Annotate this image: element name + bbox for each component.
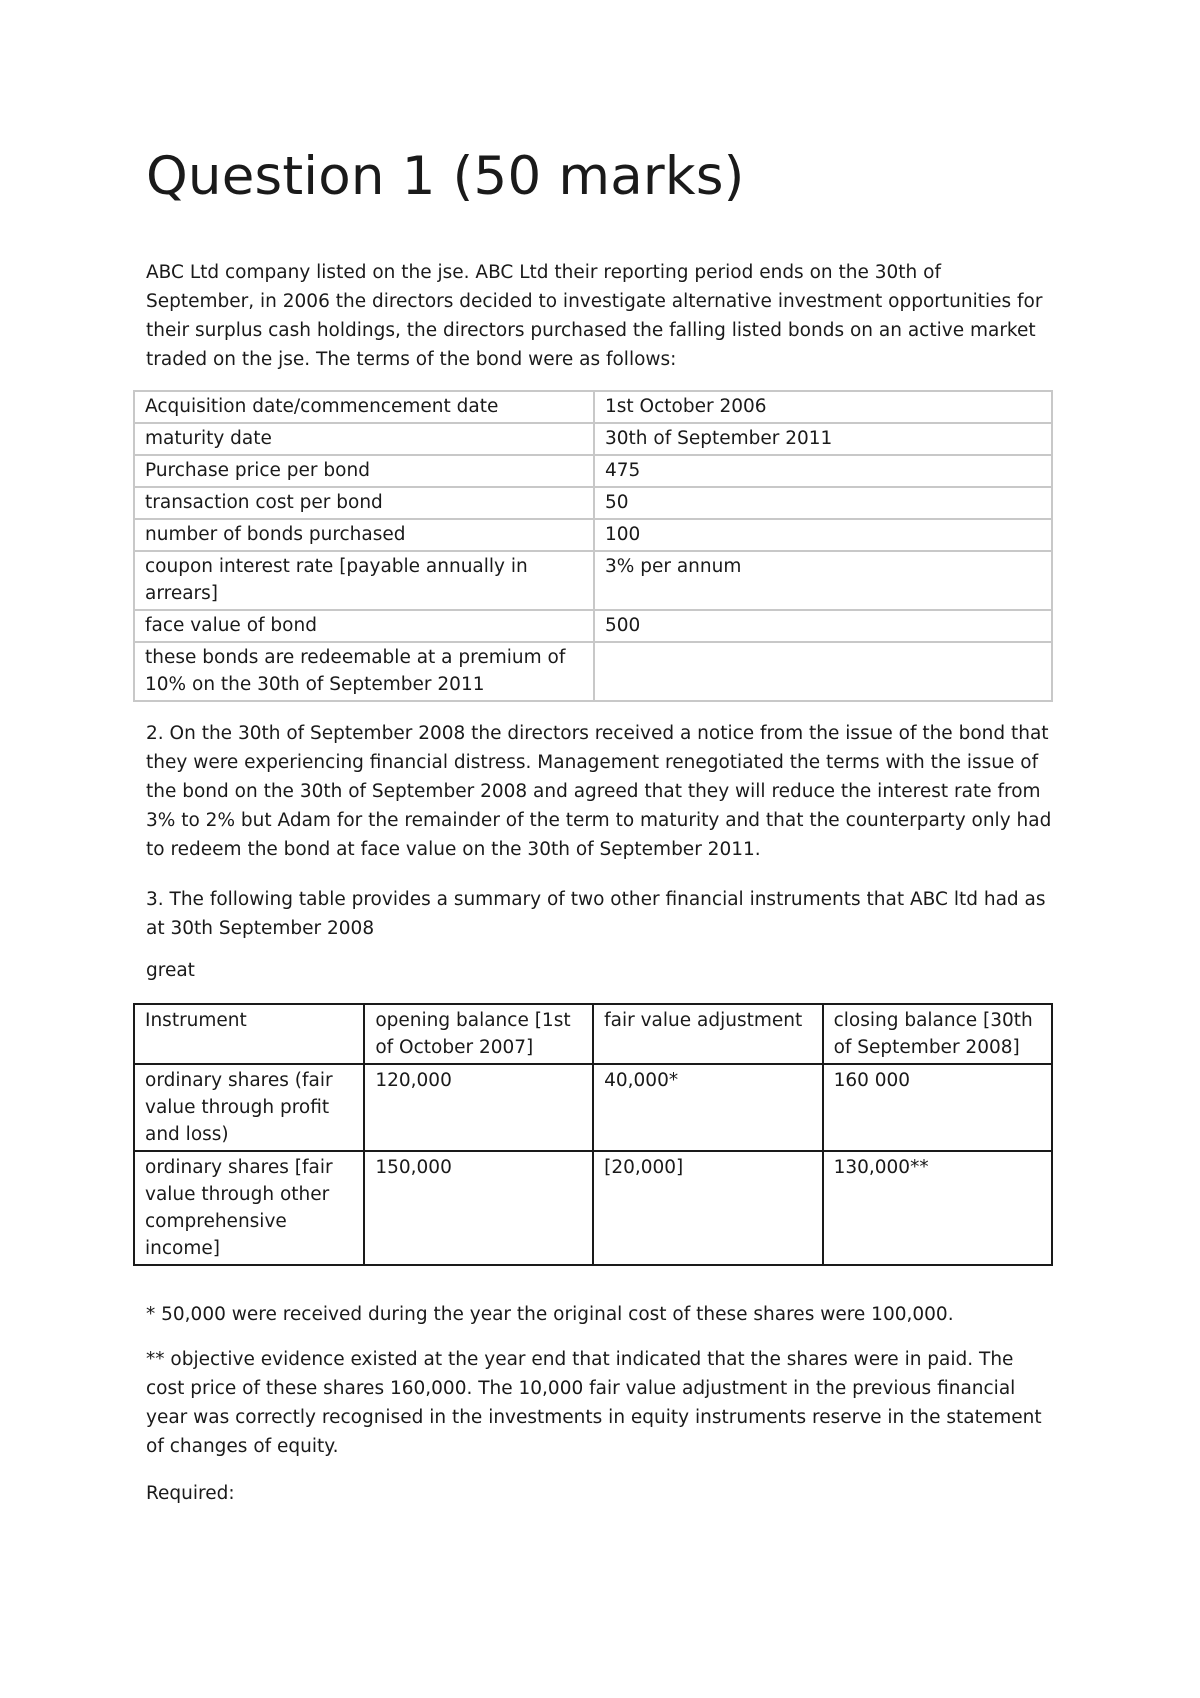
instruments-table: [133, 1003, 1053, 1266]
table-row: [134, 391, 1052, 423]
term-label: coupon interest rate [payable annually in arrears]: [134, 551, 594, 610]
term-label: Acquisition date/commencement date: [134, 391, 594, 423]
question-title: Question 1 (50 marks): [146, 146, 745, 207]
table-cell: 150,000: [364, 1151, 593, 1265]
term-value: 30th of September 2011: [594, 423, 1052, 455]
intro-paragraph: ABC Ltd company listed on the jse. ABC Ltd their reporting period ends on the 30th of September, in 2006 the directors decided to investigate alternative investment opportunities for their surplus cash holdings, the directors purchased the falling listed bonds on an active market traded on the jse. The terms of the bond were as follows:: [146, 262, 1043, 370]
table-cell: 120,000: [364, 1064, 593, 1151]
term-value: 3% per annum: [594, 551, 1052, 610]
column-header: opening balance [1st of October 2007]: [364, 1004, 593, 1064]
table-row: [134, 423, 1052, 455]
term-value: 500: [594, 610, 1052, 642]
paragraph-2: 2. On the 30th of September 2008 the directors received a notice from the issue of the bond that they were experiencing financial distress. Management renegotiated the terms with the issue of the bond on the 30th of September 2008 and agreed that they will reduce the interest rate from 3% to 2% but Adam for the remainder of the term to maturity and that the counterparty only had to redeem the bond at face value on the 30th of September 2011.: [146, 723, 1052, 860]
table-cell: ordinary shares [fair value through other comprehensive income]: [134, 1151, 364, 1265]
column-header: Instrument: [134, 1004, 364, 1064]
footnote-2: ** objective evidence existed at the year end that indicated that the shares were in paid. The cost price of these shares 160,000. The 10,000 fair value adjustment in the previous financial year was correctly recognised in the investments in equity instruments reserve in the statement of changes of equity.: [146, 1349, 1042, 1457]
table-row: [134, 642, 1052, 701]
term-label: transaction cost per bond: [134, 487, 594, 519]
term-label: maturity date: [134, 423, 594, 455]
term-value: 1st October 2006: [594, 391, 1052, 423]
paragraph-3: 3. The following table provides a summary of two other financial instruments that ABC ltd had as at 30th September 2008: [146, 889, 1046, 939]
bond-terms-table: [133, 390, 1053, 702]
table-header-row: [134, 1004, 1052, 1064]
term-value: [594, 642, 1052, 701]
term-label: number of bonds purchased: [134, 519, 594, 551]
table-cell: [20,000]: [593, 1151, 822, 1265]
footnote-1: * 50,000 were received during the year the original cost of these shares were 100,000.: [146, 1304, 954, 1325]
required-heading: Required:: [146, 1483, 235, 1504]
table-cell: 130,000**: [823, 1151, 1052, 1265]
column-header: fair value adjustment: [593, 1004, 822, 1064]
term-label: Purchase price per bond: [134, 455, 594, 487]
term-value: 50: [594, 487, 1052, 519]
table-row: [134, 519, 1052, 551]
table-row: [134, 1151, 1052, 1265]
column-header: closing balance [30th of September 2008]: [823, 1004, 1052, 1064]
table-row: [134, 455, 1052, 487]
table-row: [134, 487, 1052, 519]
term-label: these bonds are redeemable at a premium of 10% on the 30th of September 2011: [134, 642, 594, 701]
table-row: [134, 1064, 1052, 1151]
table-row: [134, 551, 1052, 610]
stray-text: great: [146, 960, 195, 981]
table-cell: ordinary shares (fair value through profit and loss): [134, 1064, 364, 1151]
table-cell: 160 000: [823, 1064, 1052, 1151]
table-row: [134, 610, 1052, 642]
table-cell: 40,000*: [593, 1064, 822, 1151]
term-value: 100: [594, 519, 1052, 551]
term-value: 475: [594, 455, 1052, 487]
term-label: face value of bond: [134, 610, 594, 642]
